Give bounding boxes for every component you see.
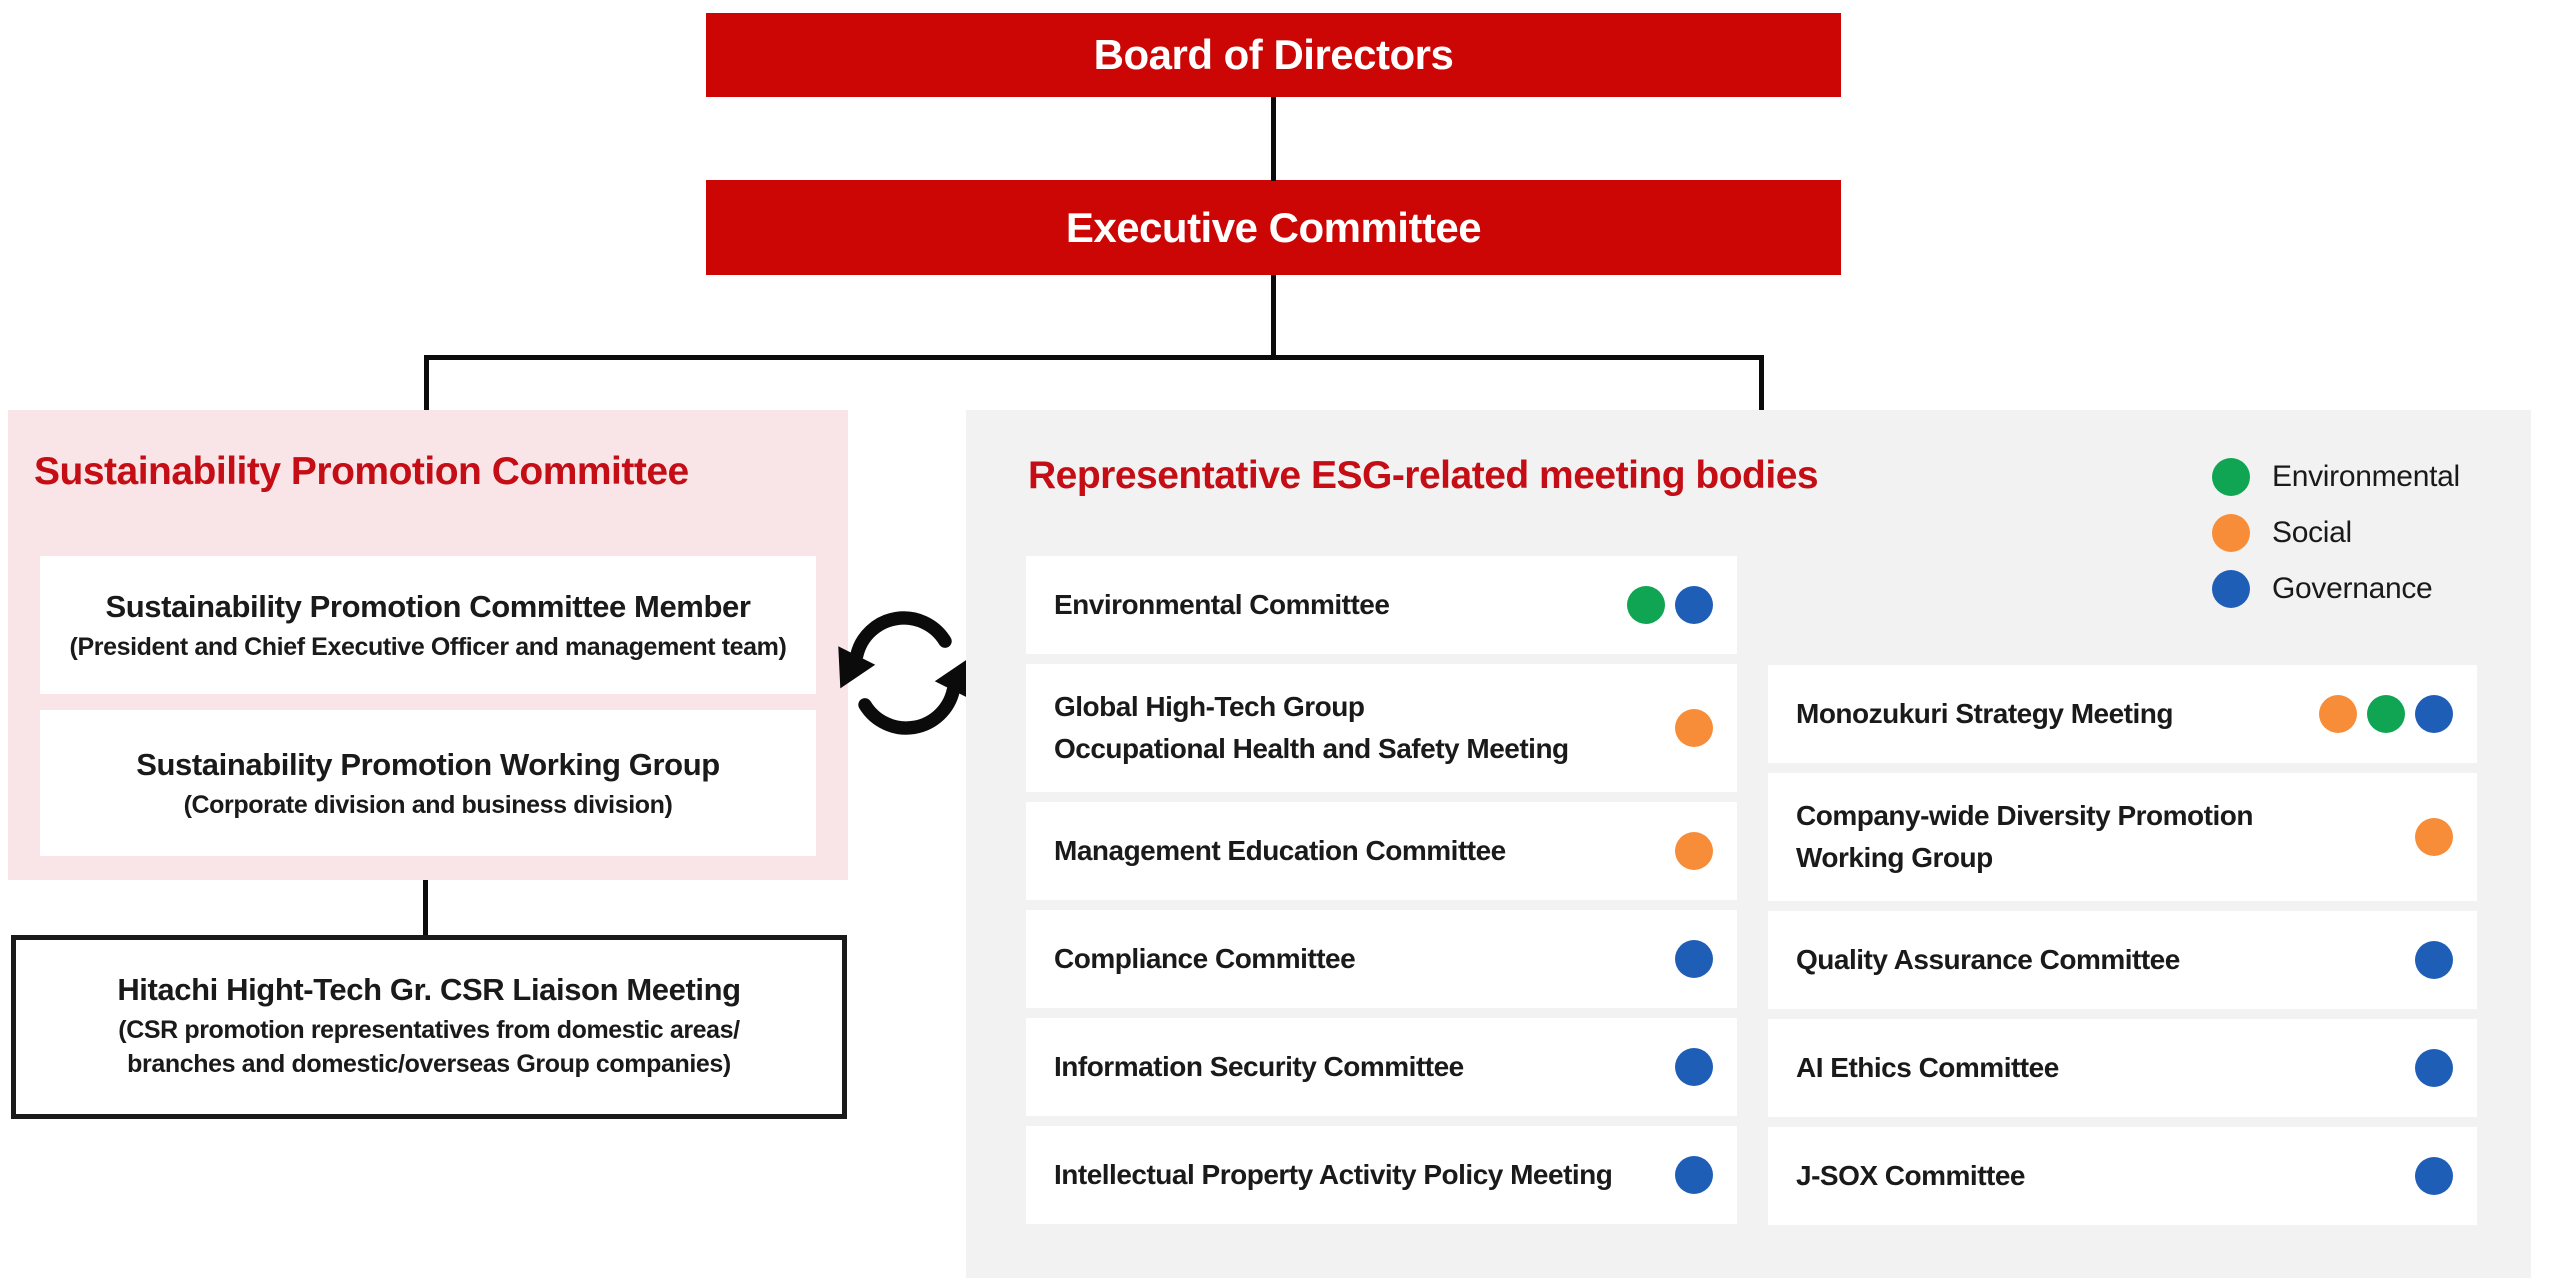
csr-liaison-subtitle-line2: branches and domestic/overseas Group companies) — [127, 1050, 731, 1078]
esg-card — [1768, 773, 2477, 901]
esg-dot-social — [1675, 709, 1713, 747]
esg-card-dots — [1627, 586, 1713, 624]
legend-item-governance — [2212, 570, 2460, 608]
esg-panel-title: Representative ESG-related meeting bodies — [1028, 454, 1819, 497]
esg-card-label: Company-wide Diversity Promotion Working Group — [1796, 800, 2253, 873]
esg-legend — [2212, 458, 2460, 608]
esg-dot-governance — [2415, 941, 2453, 979]
connector-branch-horizontal — [424, 355, 1764, 360]
esg-card-dots — [2415, 1157, 2453, 1195]
esg-card-dots — [2319, 695, 2453, 733]
csr-liaison-title: Hitachi Hight-Tech Gr. CSR Liaison Meeting — [117, 972, 741, 1008]
esg-dot-governance — [1675, 940, 1713, 978]
esg-dot-governance — [2415, 695, 2453, 733]
board-of-directors-box — [706, 13, 1841, 97]
esg-card-label: AI Ethics Committee — [1796, 1052, 2059, 1083]
executive-committee-box — [706, 180, 1841, 275]
esg-column-right — [1768, 665, 2477, 1225]
working-group-subtitle: (Corporate division and business division) — [183, 790, 673, 819]
esg-card — [1768, 911, 2477, 1009]
esg-card — [1768, 665, 2477, 763]
csr-liaison-subtitle — [118, 1014, 739, 1082]
sustainability-panel-title: Sustainability Promotion Committee — [34, 450, 689, 493]
connector-drop-right — [1759, 355, 1764, 412]
esg-card — [1026, 910, 1737, 1008]
esg-card-label: Global High-Tech Group Occupational Health and Safety Meeting — [1054, 691, 1569, 764]
esg-card-dots — [1675, 1048, 1713, 1086]
esg-card-dots — [1675, 709, 1713, 747]
working-group-title: Sustainability Promotion Working Group — [136, 746, 720, 782]
esg-card-dots — [2415, 941, 2453, 979]
esg-card — [1026, 556, 1737, 654]
esg-card — [1026, 1126, 1737, 1224]
connector-executive-branch — [1271, 275, 1276, 358]
legend-dot-environmental — [2212, 458, 2250, 496]
committee-member-title: Sustainability Promotion Committee Member — [105, 588, 751, 624]
esg-dot-social — [1675, 832, 1713, 870]
esg-dot-social — [2319, 695, 2357, 733]
esg-card-label: Environmental Committee — [1054, 589, 1390, 620]
esg-card-label: Information Security Committee — [1054, 1051, 1464, 1082]
csr-liaison-subtitle-line1: (CSR promotion representatives from domestic areas/ — [118, 1016, 740, 1045]
esg-card-label: Intellectual Property Activity Policy Meeting — [1054, 1159, 1613, 1190]
esg-card-label: Compliance Committee — [1054, 943, 1356, 974]
cycle-arrows-icon — [828, 596, 982, 750]
connector-drop-left — [424, 355, 429, 412]
legend-item-social — [2212, 514, 2460, 552]
esg-dot-governance — [1675, 1048, 1713, 1086]
esg-card — [1026, 802, 1737, 900]
legend-dot-governance — [2212, 570, 2250, 608]
esg-card-dots — [1675, 940, 1713, 978]
legend-item-environmental — [2212, 458, 2460, 496]
board-of-directors-label: Board of Directors — [1093, 31, 1454, 78]
esg-dot-governance — [2415, 1049, 2453, 1087]
esg-dot-environmental — [1627, 586, 1665, 624]
esg-dot-governance — [1675, 1156, 1713, 1194]
esg-card-dots — [1675, 1156, 1713, 1194]
esg-card-dots — [1675, 832, 1713, 870]
legend-label-environmental: Environmental — [2272, 460, 2460, 493]
esg-card — [1768, 1019, 2477, 1117]
esg-card-dots — [2415, 1049, 2453, 1087]
committee-member-box — [40, 556, 816, 694]
working-group-box — [40, 710, 816, 856]
connector-board-executive — [1271, 97, 1276, 181]
committee-member-subtitle: (President and Chief Executive Officer and management team) — [69, 632, 787, 661]
esg-dot-social — [2415, 818, 2453, 856]
connector-panel-liaison — [423, 880, 428, 936]
esg-column-left — [1026, 556, 1737, 1224]
esg-card — [1768, 1127, 2477, 1225]
esg-card — [1026, 664, 1737, 792]
esg-dot-environmental — [2367, 695, 2405, 733]
esg-card-label: Management Education Committee — [1054, 835, 1506, 866]
csr-liaison-meeting-box — [11, 935, 847, 1119]
esg-card — [1026, 1018, 1737, 1116]
esg-card-dots — [2415, 818, 2453, 856]
esg-card-label: J-SOX Committee — [1796, 1160, 2025, 1191]
esg-card-label: Monozukuri Strategy Meeting — [1796, 698, 2173, 729]
legend-label-social: Social — [2272, 516, 2352, 549]
executive-committee-label: Executive Committee — [1065, 203, 1482, 251]
esg-dot-governance — [2415, 1157, 2453, 1195]
esg-meeting-bodies-panel — [966, 410, 2531, 1278]
legend-dot-social — [2212, 514, 2250, 552]
sustainability-promotion-panel — [8, 410, 848, 880]
esg-card-label: Quality Assurance Committee — [1796, 944, 2180, 975]
legend-label-governance: Governance — [2272, 572, 2433, 605]
esg-dot-governance — [1675, 586, 1713, 624]
